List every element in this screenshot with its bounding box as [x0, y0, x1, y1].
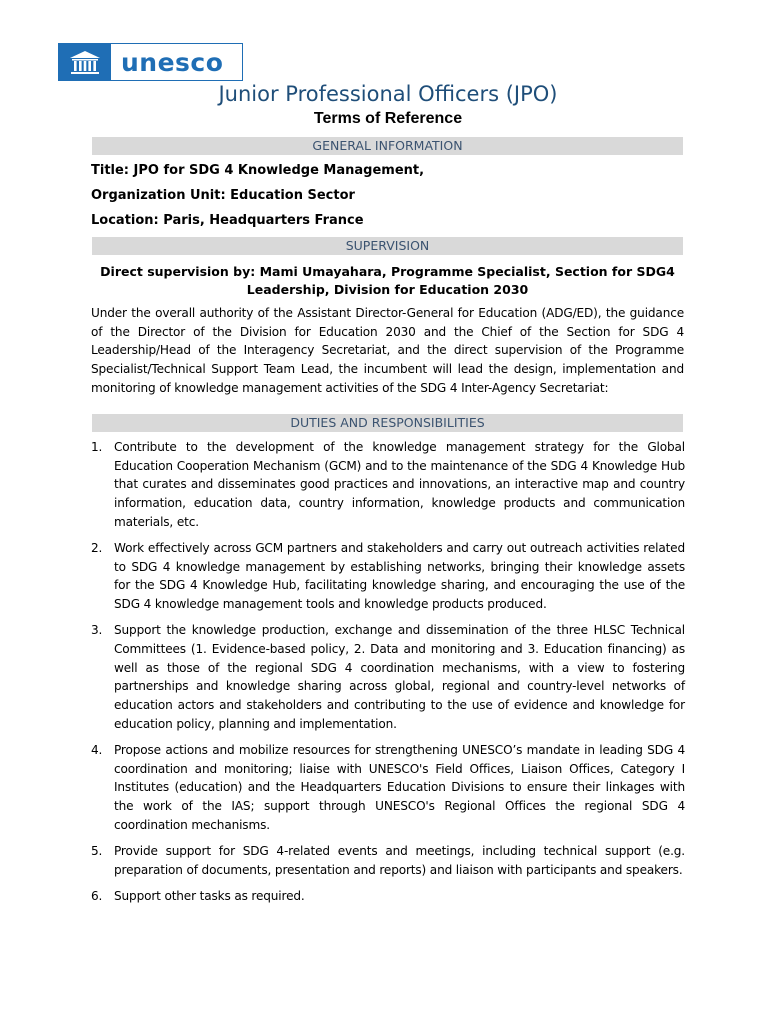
- list-item-text: Support other tasks as required.: [114, 888, 305, 903]
- page-title: Junior Professional Officers (JPO): [218, 82, 558, 106]
- page-subtitle: Terms of Reference: [313, 110, 463, 127]
- section-header-general: GENERAL INFORMATION: [92, 137, 683, 155]
- list-item-text: Contribute to the development of the knowledge management strategy for the Global Education Cooperation Mechanism (GCM) and to the maintenance of the SDG 4 Knowledge Hub that curates and disseminates good practices and innovations, an interactive map and country information, education data, country information, knowledge products and communication materials, etc.: [114, 440, 685, 529]
- list-item-number: 1.: [91, 440, 103, 454]
- job-title: Title: JPO for SDG 4 Knowledge Management,: [91, 163, 425, 178]
- list-item: [91, 842, 685, 879]
- list-item-number: 2.: [91, 541, 103, 556]
- list-item: [91, 887, 685, 906]
- list-item: [91, 621, 685, 733]
- list-item-text: Work effectively across GCM partners and stakeholders and carry out outreach activities related to SDG 4 knowledge management by establishing networks, bringing their knowledge assets for the SDG 4 Knowledge Hub, facilitating knowledge sharing, and encouraging the use of the SDG 4 knowledge management tools and knowledge products produced.: [114, 541, 685, 612]
- list-item-text: Support the knowledge production, exchange and dissemination of the three HLSC Technical Committees (1. Evidence-based policy, 2. Data and monitoring and 3. Education financing) as well as those of the regional SDG 4 coordination mechanisms, with a view to fostering partnerships and knowledge sharing across global, regional and country-level networks of education actors and stakeholders and contributing to the use of evidence and knowledge for education policy, planning and implementation.: [114, 623, 685, 731]
- list-item-number: 6.: [91, 888, 103, 903]
- list-item-number: 5.: [91, 844, 103, 859]
- location: Location: Paris, Headquarters France: [91, 213, 364, 228]
- list-item-text: Provide support for SDG 4-related events and meetings, including technical support (e.g. preparation of documents, presentation and reports) and liaison with participants and speakers.: [114, 844, 685, 877]
- direct-supervision: Direct supervision by: Mami Umayahara, Programme Specialist, Section for SDG4 Leadership, Division for Education 2030: [100, 264, 675, 297]
- list-item: [91, 539, 685, 614]
- duties-list: [91, 438, 685, 913]
- list-item: [91, 438, 685, 532]
- unesco-logo: [58, 43, 243, 81]
- logo-wordmark: unesco: [121, 47, 224, 77]
- supervision-paragraph: Under the overall authority of the Assistant Director-General for Education (ADG/ED), the guidance of the Director of the Division for Education 2030 and the Chief of the Section for SDG 4 Leadership/Head of the Interagency Secretariat, and the direct supervision of the Programme Specialist/Technical Support Team Lead, the incumbent will lead the design, implementation and monitoring of knowledge management activities of the SDG 4 Inter-Agency Secretariat:: [91, 306, 684, 395]
- organization-unit: Organization Unit: Education Sector: [91, 188, 355, 203]
- section-header-duties: DUTIES AND RESPONSIBILITIES: [92, 414, 683, 432]
- list-item-text: Propose actions and mobilize resources for strengthening UNESCO’s mandate in leading SDG 4 coordination and monitoring; liaise with UNESCO's Field Offices, Liaison Offices, Category I Institutes (education) and the Headquarters Education Divisions to ensure their linkages with the work of the IAS; support through UNESCO's Regional Offices the regional SDG 4 coordination mechanisms.: [114, 743, 685, 832]
- list-item: [91, 741, 685, 835]
- unesco-temple-icon: [59, 44, 111, 80]
- list-item-number: 3.: [91, 623, 103, 638]
- list-item-number: 4.: [91, 743, 103, 758]
- section-header-supervision: SUPERVISION: [92, 237, 683, 255]
